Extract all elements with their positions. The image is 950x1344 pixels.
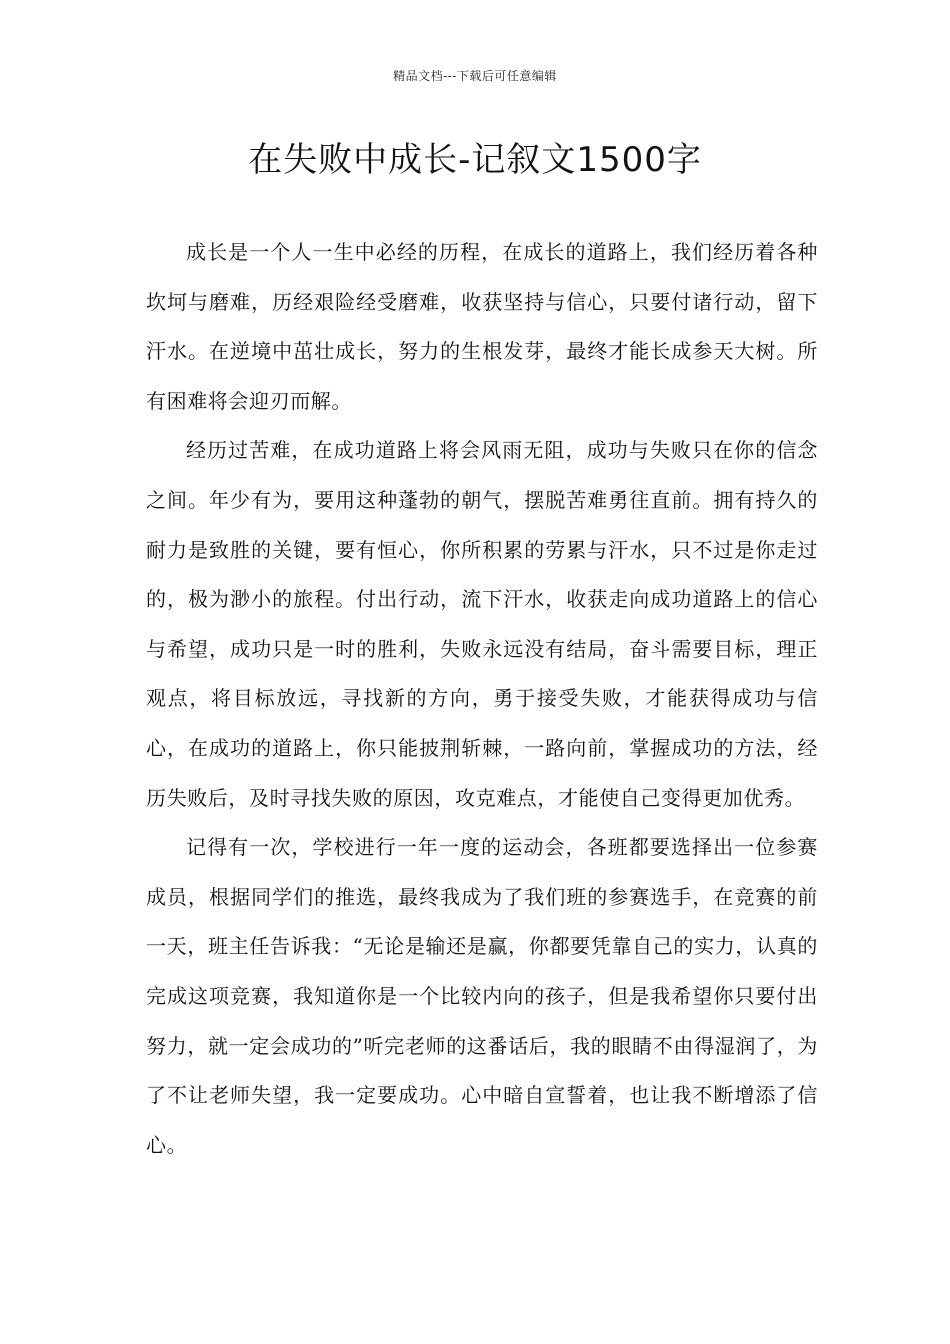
paragraph-2: 经历过苦难，在成功道路上将会风雨无阻，成功与失败只在你的信念之间。年少有为，要用这种蓬勃的朝气，摆脱苦难勇往直前。拥有持久的耐力是致胜的关键，要有恒心，你所积累的劳累与汗水，只不过是你走过的，极为渺小的旅程。付出行动，流下汗水，收获走向成功道路上的信心与希望，成功只是一时的胜利，失败永远没有结局，奋斗需要目标，理正观点，将目标放远，寻找新的方向，勇于接受失败，才能获得成功与信心，在成功的道路上，你只能披荆斩棘，一路向前，掌握成功的方法，经历失败后，及时寻找失败的原因，攻克难点，才能使自己变得更加优秀。 bbox=[146, 438, 818, 810]
document-title: 在失败中成长-记叙文1500字 bbox=[248, 140, 702, 180]
document-body bbox=[146, 228, 818, 1170]
paragraph-3: 记得有一次，学校进行一年一度的运动会，各班都要选择出一位参赛成员，根据同学们的推选，最终我成为了我们班的参赛选手，在竞赛的前一天，班主任告诉我：“无论是输还是赢，你都要凭靠自己的实力，认真的完成这项竞赛，我知道你是一个比较内向的孩子，但是我希望你只要付出努力，就一定会成功的”听完老师的这番话后，我的眼睛不由得湿润了，为了不让老师失望，我一定要成功。心中暗自宣誓着，也让我不断增添了信心。 bbox=[146, 835, 818, 1157]
header-note: 精品文档---下载后可任意编辑 bbox=[393, 69, 557, 83]
paragraph-1: 成长是一个人一生中必经的历程，在成长的道路上，我们经历着各种坎坷与磨难，历经艰险经受磨难，收获坚持与信心，只要付诸行动，留下汗水。在逆境中茁壮成长，努力的生根发芽，最终才能长成参天大树。所有困难将会迎刃而解。 bbox=[146, 240, 818, 413]
